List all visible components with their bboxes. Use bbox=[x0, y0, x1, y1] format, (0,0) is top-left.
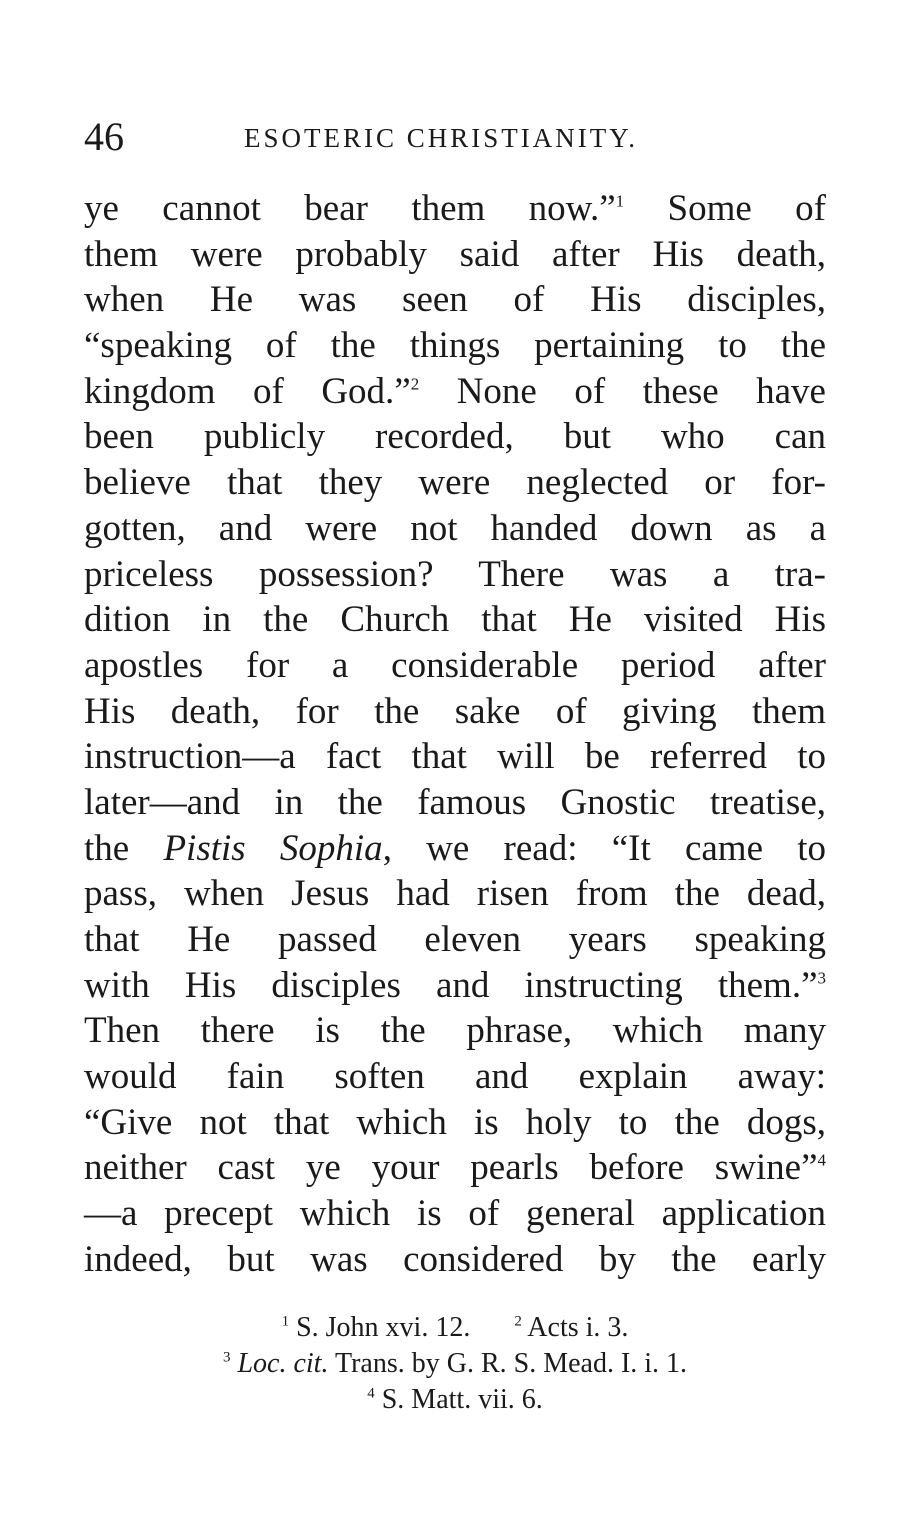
text-line bbox=[84, 232, 826, 278]
page-header bbox=[84, 112, 824, 162]
text-line bbox=[84, 323, 826, 369]
text-run: when He was seen of His disciples, bbox=[84, 279, 826, 321]
text-run: with His disciples and instructing them.” bbox=[84, 964, 818, 1006]
text-line bbox=[84, 597, 826, 643]
text-run: kingdom of God.” bbox=[84, 370, 411, 412]
page-number: 46 bbox=[84, 114, 124, 159]
footnote-reference: 4 bbox=[817, 1151, 826, 1171]
text-run: indeed, but was considered by the early bbox=[84, 1238, 826, 1280]
footnote-text: S. John xvi. 12. bbox=[296, 1312, 471, 1343]
footnote-italic: Loc. cit. bbox=[237, 1348, 329, 1379]
text-run: “Give not that which is holy to the dogs, bbox=[84, 1101, 826, 1143]
text-line bbox=[84, 643, 826, 689]
text-line bbox=[84, 1054, 826, 1100]
text-run: Some of bbox=[624, 188, 826, 229]
text-line bbox=[84, 506, 826, 552]
text-line bbox=[84, 414, 826, 460]
text-run: later—and in the famous Gnostic treatise, bbox=[84, 781, 826, 823]
text-run: instruction—a fact that will be referred to bbox=[84, 736, 826, 778]
text-line bbox=[84, 1145, 826, 1191]
text-line bbox=[84, 552, 826, 598]
footnote-text: Acts i. 3. bbox=[527, 1312, 629, 1343]
text-line bbox=[84, 1237, 826, 1283]
text-line bbox=[84, 780, 826, 826]
text-run: dition in the Church that He visited His bbox=[84, 599, 826, 641]
text-line bbox=[84, 460, 826, 506]
text-line bbox=[84, 277, 826, 323]
footnote-mark: 3 bbox=[222, 1349, 231, 1366]
text-run: Then there is the phrase, which many bbox=[84, 1010, 826, 1052]
text-run: them were probably said after His death, bbox=[84, 233, 826, 275]
text-line bbox=[84, 1008, 826, 1054]
text-run: believe that they were neglected or for- bbox=[84, 462, 826, 504]
footnote-reference: 3 bbox=[817, 968, 826, 988]
text-line bbox=[84, 734, 826, 780]
text-run: priceless possession? There was a tra- bbox=[84, 553, 826, 595]
running-title: ESOTERIC CHRISTIANITY. bbox=[244, 123, 639, 153]
text-run: None of these have bbox=[419, 370, 826, 412]
text-run: the bbox=[84, 827, 164, 869]
footnote-line-3 bbox=[84, 1382, 826, 1418]
text-line bbox=[84, 826, 826, 872]
text-line bbox=[84, 1191, 826, 1237]
footnote-line-2 bbox=[84, 1346, 826, 1382]
text-run: “speaking of the things pertaining to the bbox=[84, 325, 826, 367]
text-run: His death, for the sake of giving them bbox=[84, 690, 826, 732]
text-run: , we read: “It came to bbox=[382, 827, 826, 869]
text-run: gotten, and were not handed down as a bbox=[84, 507, 826, 549]
footnote-mark: 4 bbox=[367, 1385, 375, 1402]
footnote-text: S. Matt. vii. 6. bbox=[381, 1384, 543, 1415]
text-line bbox=[84, 369, 826, 415]
footnote-mark: 2 bbox=[514, 1313, 522, 1330]
text-line bbox=[84, 871, 826, 917]
text-run: —a precept which is of general application bbox=[84, 1193, 826, 1235]
text-line bbox=[84, 689, 826, 735]
text-run: pass, when Jesus had risen from the dead, bbox=[84, 873, 826, 915]
footnotes bbox=[84, 1310, 826, 1418]
footnote-reference: 1 bbox=[615, 191, 625, 211]
text-run: that He passed eleven years speaking bbox=[84, 919, 826, 960]
text-line bbox=[84, 1100, 826, 1146]
body-text bbox=[84, 186, 826, 1283]
footnote-text: Trans. by G. R. S. Mead. I. i. 1. bbox=[334, 1348, 688, 1379]
text-run: been publicly recorded, but who can bbox=[84, 416, 826, 458]
text-line bbox=[84, 963, 826, 1009]
footnote-mark: 1 bbox=[281, 1313, 290, 1330]
text-line bbox=[84, 917, 826, 963]
text-run: neither cast ye your pearls before swine” bbox=[84, 1147, 818, 1189]
footnote-line-1 bbox=[84, 1310, 826, 1346]
text-run: ye cannot bear them now.” bbox=[84, 188, 616, 229]
text-run: apostles for a considerable period after bbox=[84, 644, 826, 686]
footnote-reference: 2 bbox=[410, 374, 420, 394]
text-line bbox=[84, 186, 826, 232]
italic-title: Pistis Sophia bbox=[163, 827, 383, 869]
text-run: would fain soften and explain away: bbox=[84, 1056, 826, 1098]
